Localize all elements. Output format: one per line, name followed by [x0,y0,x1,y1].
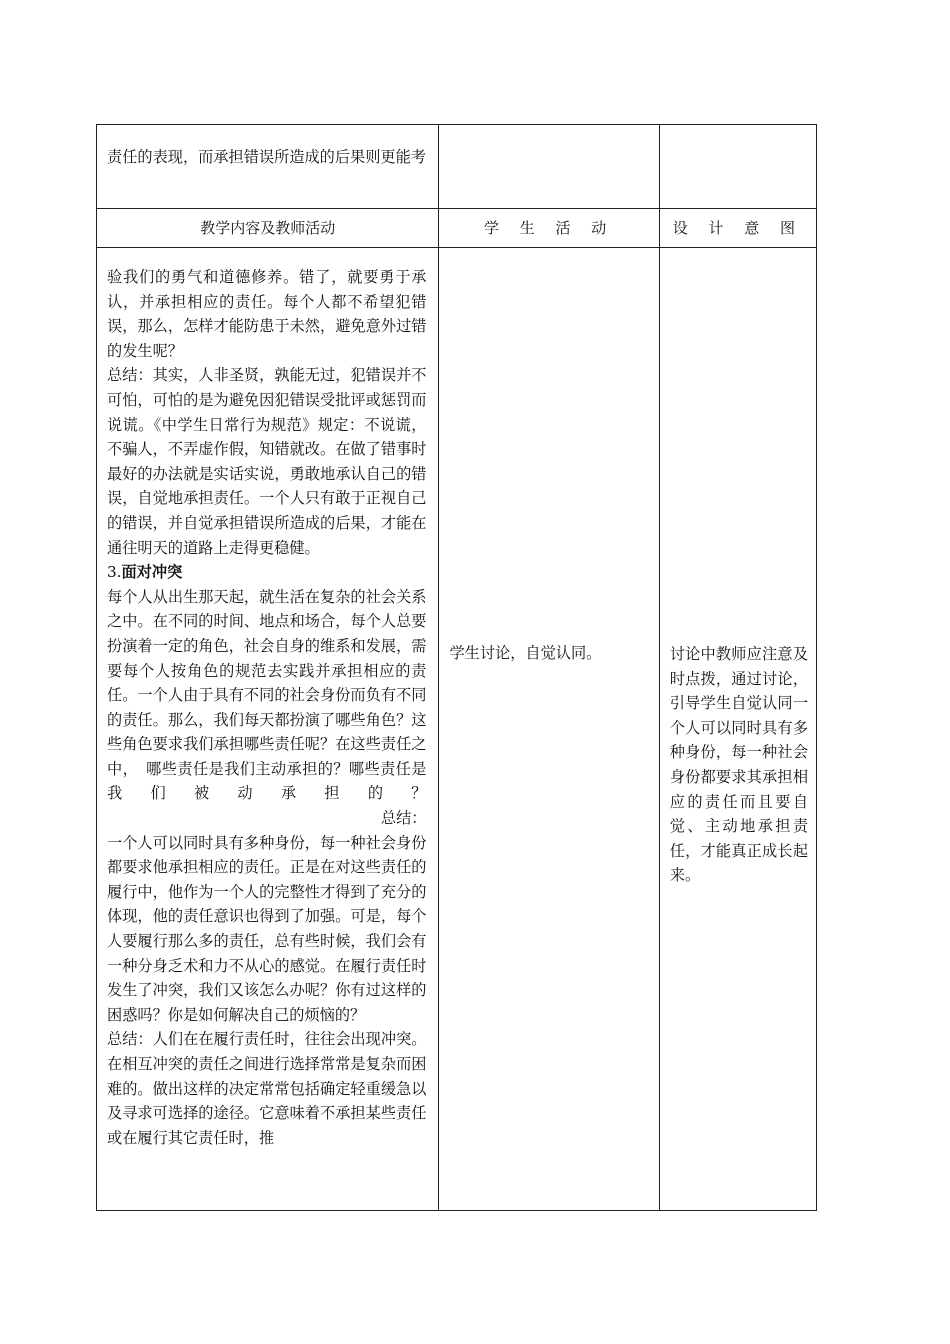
paragraph: 总结：其实，人非圣贤，孰能无过，犯错误并不可怕，可怕的是为避免因犯错误受批评或惩罚而说谎。《中学生日常行为规范》规定：不说谎，不骗人，不弄虚作假，知错就改。在做了错事时最好的办法就是实话实说，勇敢地承认自己的错误，自觉地承担责任。一个人只有敢于正视自己的错误，并自觉承担错误所造成的后果，才能在通往明天的道路上走得更稳健。 [107,366,427,557]
lesson-plan-table [96,124,817,1211]
student-activity-text: 学生讨论，自觉认同。 [449,644,602,662]
continuation-text: 责任的表现，而承担错误所造成的后果则更能考 [107,148,426,166]
section-title: 面对冲突 [121,563,183,582]
design-intent-cell [659,248,816,1211]
header-design-intent: 设 计 意 图 [659,209,816,248]
header-teacher-activity: 教学内容及教师活动 [97,209,439,248]
student-activity-cell [439,248,659,1211]
continuation-cell [97,125,439,209]
paragraph [107,585,426,831]
empty-cell [659,125,816,209]
design-intent-text: 讨论中教师应注意及时点拨，通过讨论，引导学生自觉认同一个人可以同时具有多种身份，每一种社会身份都要求其承担相应的责任而且要自觉、主动地承担责任，才能真正成长起来。 [669,645,808,885]
summary-label: 总结： [380,809,427,828]
header-row [97,209,817,248]
teacher-content-cell [97,248,439,1211]
teacher-content [97,248,438,1150]
paragraph: 一个人可以同时具有多种身份，每一种社会身份都要求他承担相应的责任。正是在对这些责任的履行中，他作为一个人的完整性才得到了充分的体现，他的责任意识也得到了加强。可是，每个人要履行那么多的责任，总有些时候，我们会有一种分身乏术和力不从心的感觉。在履行责任时发生了冲突，我们又该怎么办呢？你有过这样的困惑吗？你是如何解决自己的烦恼的？ [107,833,427,1024]
empty-cell [439,125,659,209]
section-heading [107,560,426,585]
header-student-activity: 学 生 活 动 [439,209,659,248]
paragraph: 总结：人们在在履行责任时，往往会出现冲突。在相互冲突的责任之间进行选择常常是复杂而困难的。做出这样的决定常常包括确定轻重缓急以及寻求可选择的途径。它意味着不承担某些责任或在履行其它责任时，推 [107,1030,427,1147]
content-row [97,248,817,1211]
paragraph-text: 每个人从出生那天起，就生活在复杂的社会关系之中。在不同的时间、地点和场合，每个人总要扮演着一定的角色，社会自身的维系和发展，需要每个人按角色的规范去实践并承担相应的责任。一个人由于具有不同的社会身份而负有不同的责任。那么，我们每天都扮演了哪些角色？这些角色要求我们承担哪些责任呢？在这些责任之中， 哪些责任是我们主动承担的？哪些责任是我们被动承担的？ [107,587,427,803]
paragraph: 验我们的勇气和道德修养。错了，就要勇于承认，并承担相应的责任。每个人都不希望犯错误，那么，怎样才能防患于未然，避免意外过错的发生呢？ [107,268,427,360]
section-number: 3. [107,563,122,582]
continuation-row [97,125,817,209]
